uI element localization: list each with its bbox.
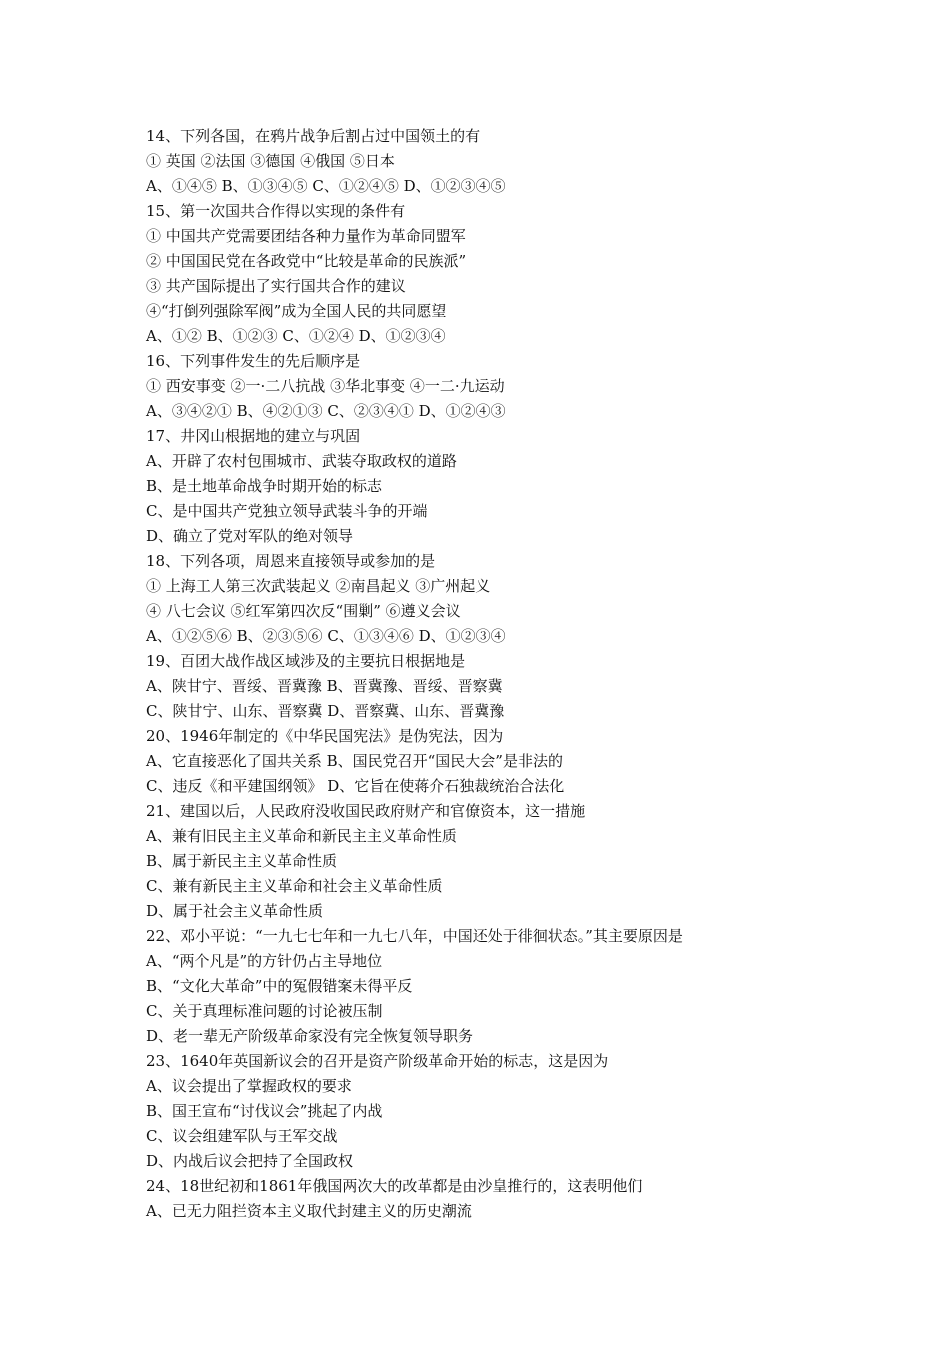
- q19-stem: 19、百团大战作战区域涉及的主要抗日根据地是: [146, 652, 466, 670]
- q18-options: A、①②⑤⑥ B、②③⑤⑥ C、①③④⑥ D、①②③④: [146, 627, 506, 645]
- q21-stem: 21、建国以后，人民政府没收国民政府财产和官僚资本，这一措施: [146, 802, 586, 820]
- q20-options-ab: A、它直接恶化了国共关系 B、国民党召开“国民大会”是非法的: [146, 752, 563, 770]
- q15-item-4: ④“打倒列强除军阀”成为全国人民的共同愿望: [146, 302, 447, 320]
- q23-option-b: B、国王宣布“讨伐议会”挑起了内战: [146, 1102, 383, 1120]
- q14-options: A、①④⑤ B、①③④⑤ C、①②④⑤ D、①②③④⑤: [146, 177, 506, 195]
- q23-option-c: C、议会组建军队与王军交战: [146, 1127, 338, 1145]
- q22-option-c: C、关于真理标准问题的讨论被压制: [146, 1002, 383, 1020]
- q24-option-a: A、已无力阻拦资本主义取代封建主义的历史潮流: [146, 1202, 472, 1220]
- q14-stem: 14、下列各国，在鸦片战争后割占过中国领土的有: [146, 127, 481, 145]
- q17-stem: 17、井冈山根据地的建立与巩固: [146, 427, 361, 445]
- q17-option-a: A、开辟了农村包围城市、武装夺取政权的道路: [146, 452, 457, 470]
- q17-option-b: B、是土地革命战争时期开始的标志: [146, 477, 383, 495]
- q15-item-3: ③ 共产国际提出了实行国共合作的建议: [146, 277, 406, 295]
- q21-option-b: B、属于新民主主义革命性质: [146, 852, 338, 870]
- exam-question-page: [146, 124, 846, 1224]
- q23-stem: 23、1640年英国新议会的召开是资产阶级革命开始的标志，这是因为: [146, 1052, 609, 1070]
- q15-item-1: ① 中国共产党需要团结各种力量作为革命同盟军: [146, 227, 466, 245]
- q20-options-cd: C、违反《和平建国纲领》 D、它旨在使蒋介石独裁统治合法化: [146, 777, 565, 795]
- q22-option-b: B、“文化大革命”中的冤假错案未得平反: [146, 977, 413, 995]
- q24-stem: 24、18世纪初和1861年俄国两次大的改革都是由沙皇推行的，这表明他们: [146, 1177, 643, 1195]
- q19-options-ab: A、陕甘宁、晋绥、晋冀豫 B、晋冀豫、晋绥、晋察冀: [146, 677, 503, 695]
- q23-option-a: A、议会提出了掌握政权的要求: [146, 1077, 352, 1095]
- q21-option-d: D、属于社会主义革命性质: [146, 902, 324, 920]
- q21-option-c: C、兼有新民主主义革命和社会主义革命性质: [146, 877, 443, 895]
- q15-stem: 15、第一次国共合作得以实现的条件有: [146, 202, 406, 220]
- q15-options: A、①② B、①②③ C、①②④ D、①②③④: [146, 327, 446, 345]
- q18-stem: 18、下列各项，周恩来直接领导或参加的是: [146, 552, 436, 570]
- q17-option-c: C、是中国共产党独立领导武装斗争的开端: [146, 502, 428, 520]
- q16-stem: 16、下列事件发生的先后顺序是: [146, 352, 361, 370]
- q18-items-1: ① 上海工人第三次武装起义 ②南昌起义 ③广州起义: [146, 577, 491, 595]
- q20-stem: 20、1946年制定的《中华民国宪法》是伪宪法，因为: [146, 727, 504, 745]
- q22-stem: 22、邓小平说：“一九七七年和一九七八年，中国还处于徘徊状态。”其主要原因是: [146, 927, 683, 945]
- q15-item-2: ② 中国国民党在各政党中“比较是革命的民族派”: [146, 252, 467, 270]
- q23-option-d: D、内战后议会把持了全国政权: [146, 1152, 354, 1170]
- q22-option-a: A、“两个凡是”的方针仍占主导地位: [146, 952, 383, 970]
- q14-items: ① 英国 ②法国 ③德国 ④俄国 ⑤日本: [146, 152, 395, 170]
- q17-option-d: D、确立了党对军队的绝对领导: [146, 527, 354, 545]
- q22-option-d: D、老一辈无产阶级革命家没有完全恢复领导职务: [146, 1027, 474, 1045]
- q16-options: A、③④②① B、④②①③ C、②③④① D、①②④③: [146, 402, 506, 420]
- q16-items: ① 西安事变 ②一·二八抗战 ③华北事变 ④一二·九运动: [146, 377, 505, 395]
- q18-items-2: ④ 八七会议 ⑤红军第四次反“围剿” ⑥遵义会议: [146, 602, 461, 620]
- q21-option-a: A、兼有旧民主主义革命和新民主主义革命性质: [146, 827, 457, 845]
- q19-options-cd: C、陕甘宁、山东、晋察冀 D、晋察冀、山东、晋冀豫: [146, 702, 505, 720]
